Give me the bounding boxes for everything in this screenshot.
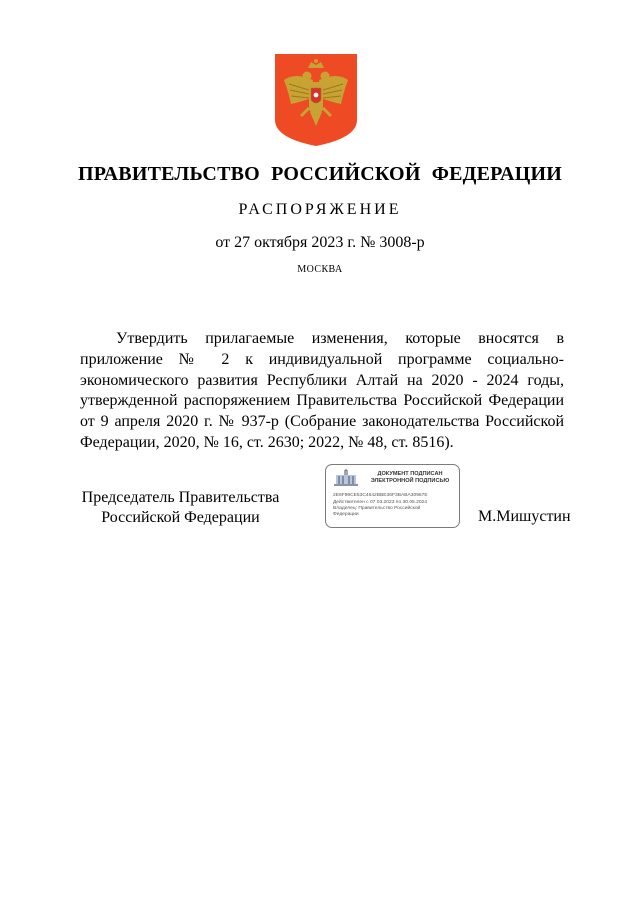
document-city: МОСКВА (297, 264, 343, 275)
electronic-signature-stamp (325, 464, 460, 528)
stamp-validity: Действителен с 07.03.2023 по 30.05.2024 (333, 500, 427, 505)
document-type: РАСПОРЯЖЕНИЕ (238, 201, 402, 218)
coat-of-arms-icon (275, 54, 357, 146)
stamp-heading-line1: ДОКУМЕНТ ПОДПИСАН (377, 471, 443, 477)
stamp-owner-line2: Федерации (333, 512, 359, 517)
stamp-owner-line1: Владелец: Правительство Российской (333, 506, 421, 511)
order-text: Утвердить прилагаемые изменения, которые вносятся в приложение № 2 к индивидуальной программе социально-экономического развития Республики Алтай на 2020 - 2024 годы, утвержденной распоряжением Правительства Российской Федерации от 9 апреля 2020 г. № 937-р (Собрание законодательства Российской Федерации, 2020, № 16, ст. 2630; 2022, № 48, ст. 8516). (80, 330, 564, 451)
stamp-certificate: 2E6F99CE53C4642BBE36F3BABA30967E (333, 493, 428, 498)
document-date-number: от 27 октября 2023 г. № 3008-р (215, 234, 425, 251)
signatory-title (78, 488, 283, 528)
signatory-title-line1: Председатель Правительства (81, 489, 280, 506)
signatory-name: М.Мишустин (478, 508, 571, 525)
signatory-title-line2: Российской Федерации (101, 509, 260, 526)
government-title: ПРАВИТЕЛЬСТВО РОССИЙСКОЙ ФЕДЕРАЦИИ (78, 163, 562, 185)
government-building-icon (333, 469, 359, 487)
stamp-heading-line2: ЭЛЕКТРОННОЙ ПОДПИСЬЮ (370, 478, 450, 484)
stamp-heading (362, 471, 458, 485)
